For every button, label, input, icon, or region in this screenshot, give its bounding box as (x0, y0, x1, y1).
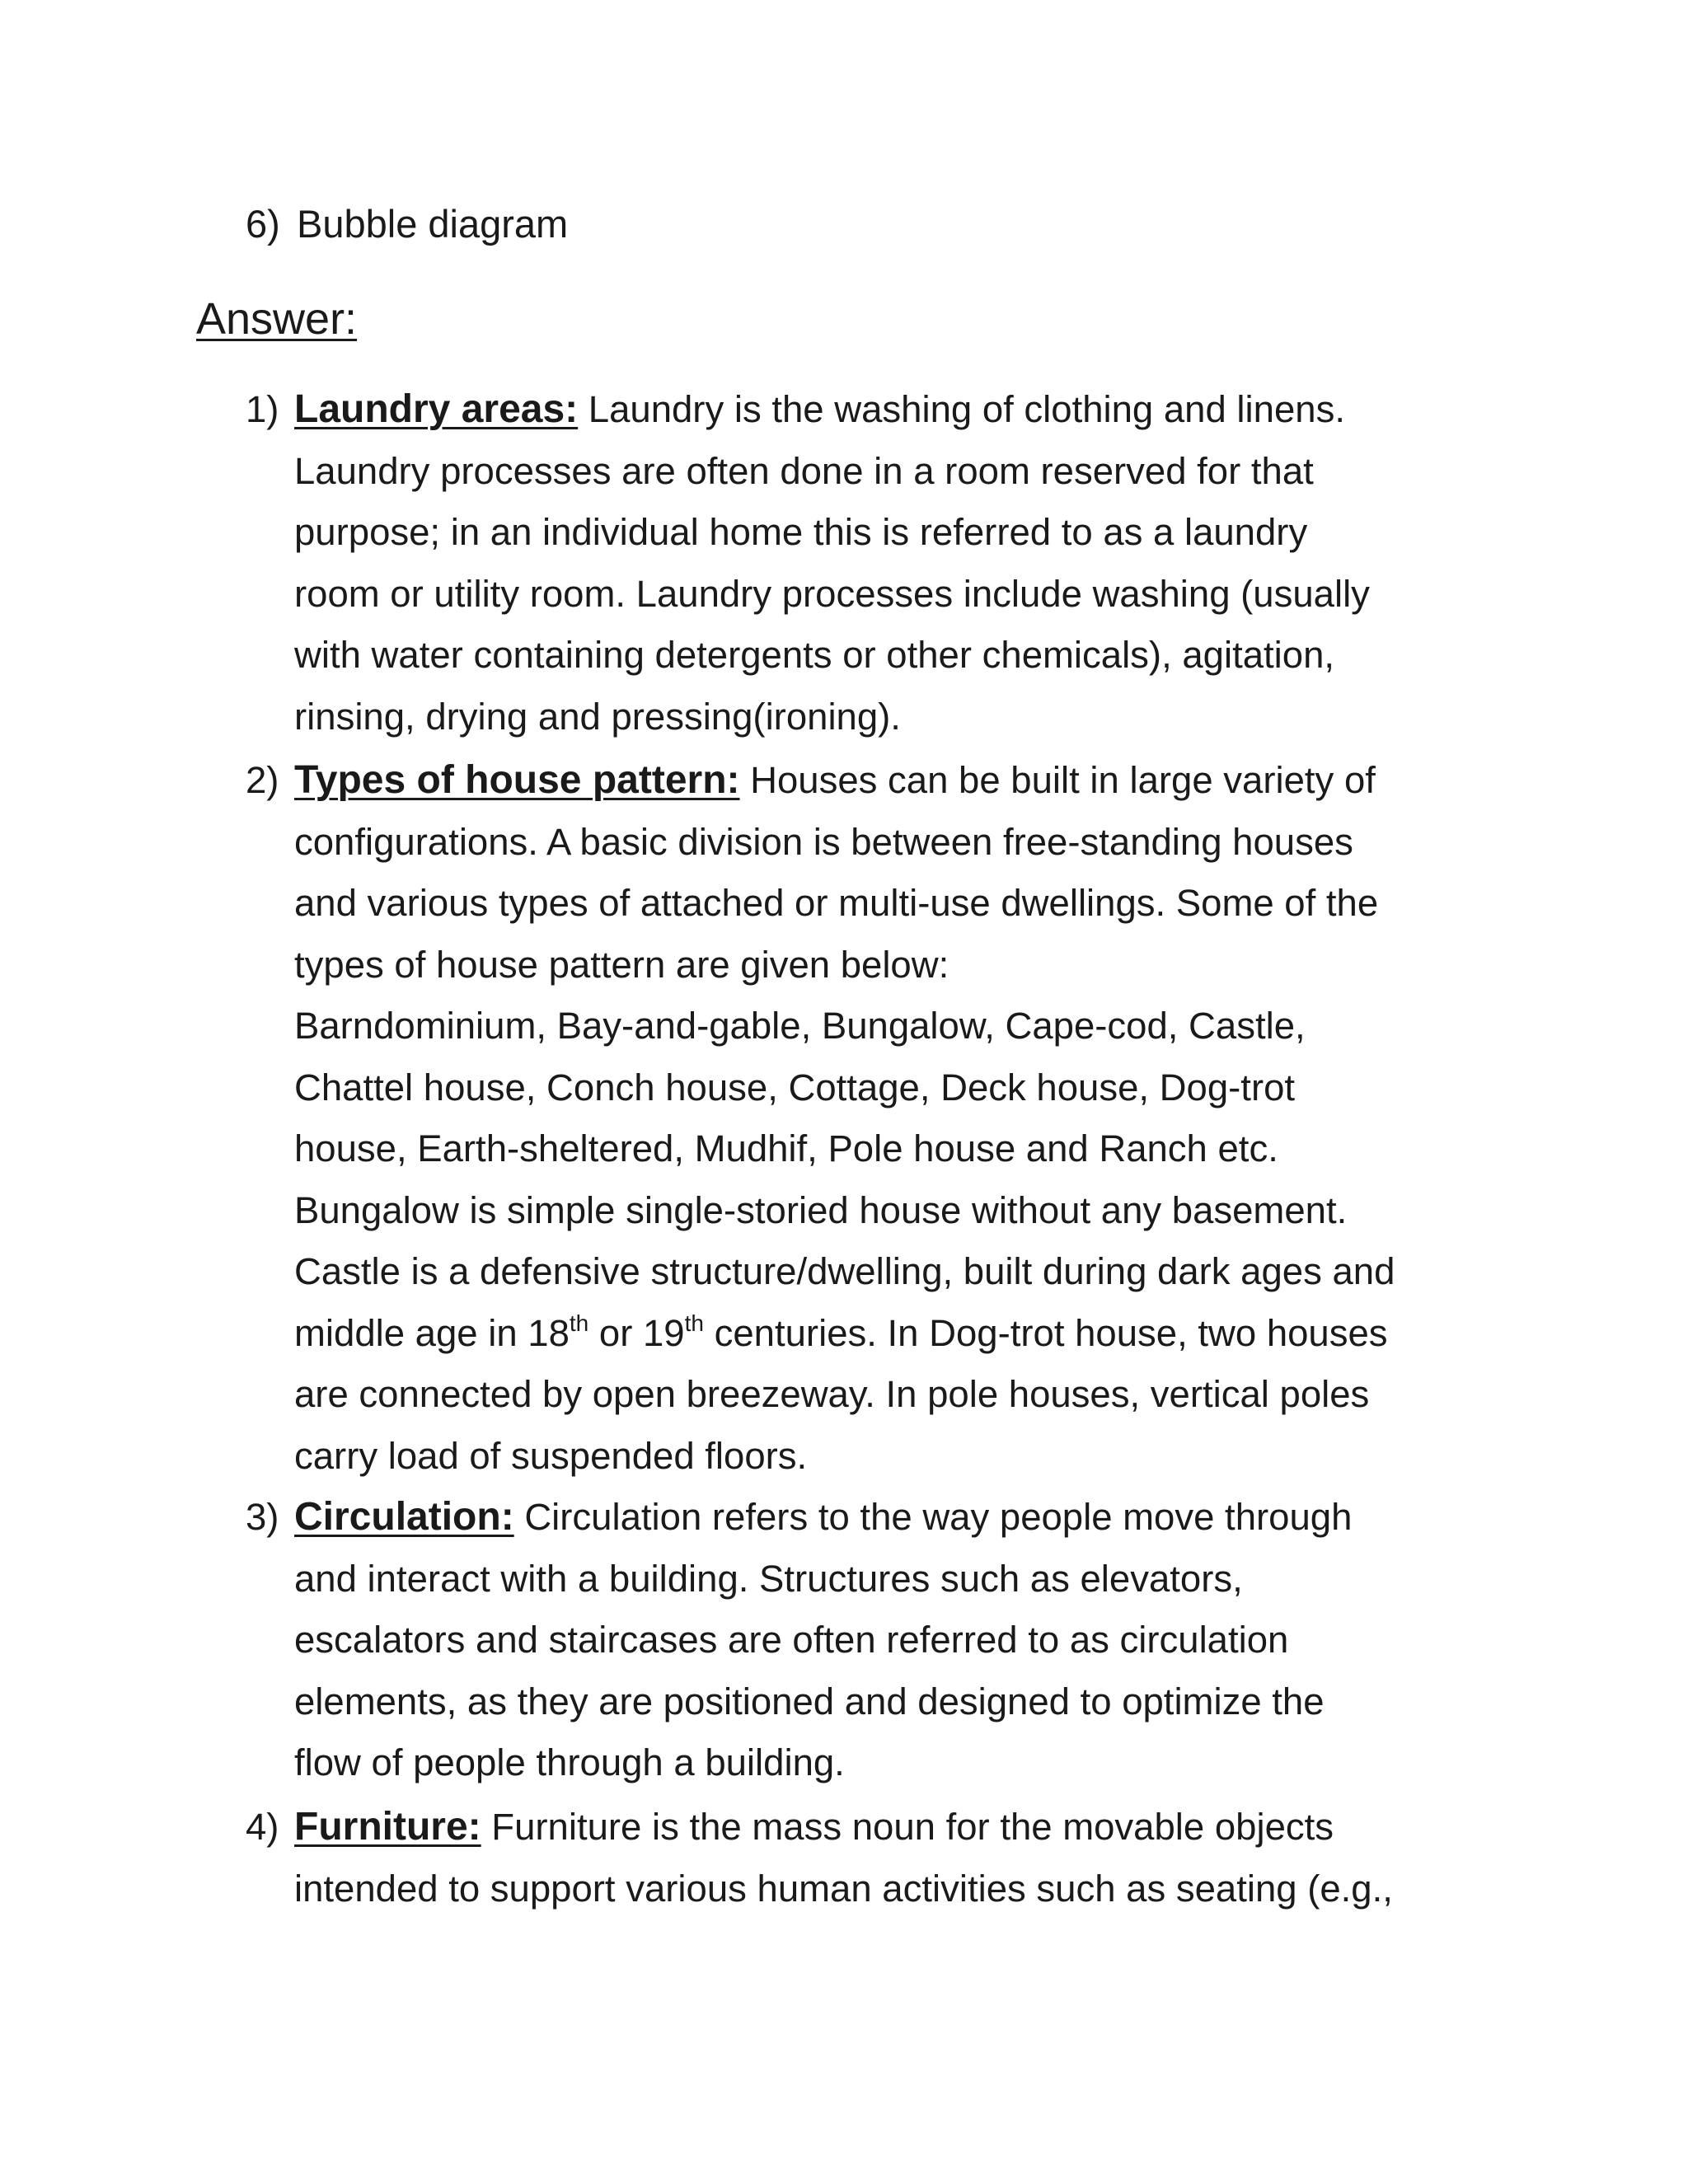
item-number: 4) (246, 1806, 279, 1848)
item-number: 2) (246, 759, 279, 801)
item-body (294, 750, 1498, 1487)
item-text-line: with water containing detergents or other chemicals), agitation, (294, 634, 1335, 676)
item-text-line: flow of people through a building. (294, 1741, 845, 1783)
item-text-line: purpose; in an individual home this is referred to as a laundry (294, 511, 1308, 553)
item-term: Laundry areas: (294, 387, 579, 431)
list-item-laundry-areas (246, 379, 1498, 748)
item-text-line: Circulation refers to the way people move through (513, 1496, 1353, 1538)
item-text-line: rinsing, drying and pressing(ironing). (294, 695, 901, 738)
item-text-line: types of house pattern are given below: (294, 943, 950, 986)
item-text-line: Bungalow is simple single-storied house without any basement. (294, 1188, 1348, 1231)
item-number: 1) (246, 388, 279, 430)
item-term: Types of house pattern: (294, 758, 740, 802)
item-first-line (294, 750, 1498, 812)
superscript: th (569, 1310, 589, 1336)
list-item-house-patterns (246, 750, 1498, 1487)
item-text-line: Barndominium, Bay-and-gable, Bungalow, Cape-cod, Castle, (294, 1005, 1306, 1047)
answer-heading: Answer: (196, 294, 358, 344)
item-text-line: Chattel house, Conch house, Cottage, Deck house, Dog-trot (294, 1066, 1296, 1108)
item-number: 3) (246, 1496, 279, 1538)
item-text-line: are connected by open breezeway. In pole houses, vertical poles (294, 1373, 1370, 1415)
item-text-line: escalators and staircases are often referred to as circulation (294, 1619, 1289, 1661)
text-fragment: or 19 (588, 1311, 685, 1354)
item-text-line: Castle is a defensive structure/dwelling, built during dark ages and (294, 1250, 1395, 1292)
list-item-furniture (246, 1797, 1498, 1919)
item-first-line (294, 1797, 1498, 1858)
item-text-line: elements, as they are positioned and designed to optimize the (294, 1680, 1325, 1722)
item-text-line: and interact with a building. Structures such as elevators, (294, 1557, 1243, 1600)
item-text-line: Houses can be built in large variety of (739, 759, 1376, 801)
item-text-line: and various types of attached or multi-use dwellings. Some of the (294, 882, 1379, 924)
item-first-line (294, 379, 1498, 441)
list-item-circulation (246, 1487, 1498, 1794)
item-centuries-line (294, 1303, 1498, 1365)
text-fragment: middle age in 18 (294, 1311, 570, 1354)
item-text-line: Laundry is the washing of clothing and linens. (578, 388, 1345, 430)
item-text-line: house, Earth-sheltered, Mudhif, Pole house and Ranch etc. (294, 1127, 1278, 1169)
item-body (294, 379, 1498, 748)
question-heading (246, 199, 568, 249)
item-text-line: carry load of suspended floors. (294, 1434, 808, 1477)
item-term: Furniture: (294, 1805, 481, 1849)
question-number: 6) (246, 202, 280, 246)
question-text: Bubble diagram (297, 202, 569, 246)
item-term: Circulation: (294, 1495, 514, 1539)
item-text-line: Laundry processes are often done in a room reserved for that (294, 449, 1314, 492)
item-text-line: intended to support various human activities such as seating (e.g., (294, 1867, 1393, 1910)
item-first-line (294, 1487, 1498, 1549)
item-text-line: room or utility room. Laundry processes include washing (usually (294, 572, 1370, 615)
item-body (294, 1487, 1498, 1794)
superscript: th (684, 1310, 704, 1336)
item-body (294, 1797, 1498, 1919)
item-text-line: configurations. A basic division is between free-standing houses (294, 820, 1353, 863)
item-text-line: Furniture is the mass noun for the movable objects (481, 1806, 1334, 1848)
text-fragment: centuries. In Dog-trot house, two houses (703, 1311, 1388, 1354)
